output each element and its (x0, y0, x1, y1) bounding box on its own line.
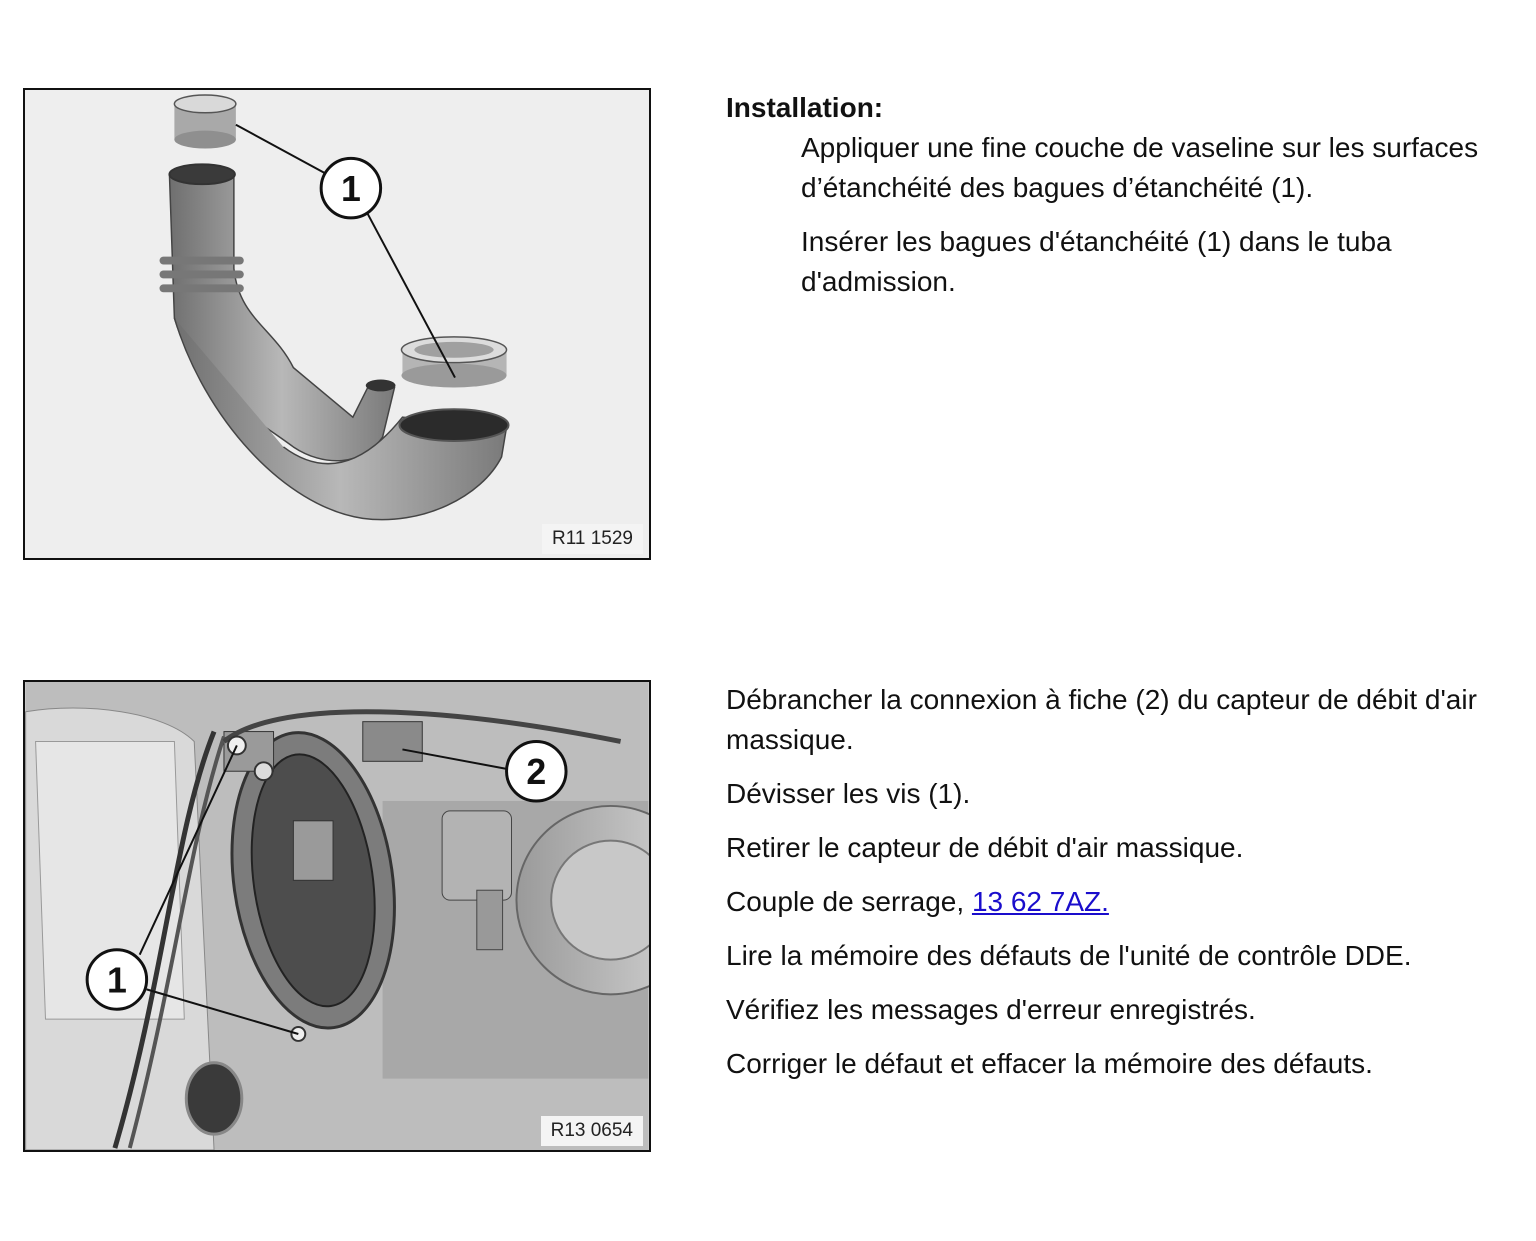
instruction-paragraph: Insérer les bagues d'étanchéité (1) dans le tuba d'admission. (801, 226, 1392, 297)
instruction-step: Retirer le capteur de débit d'air massique. (726, 832, 1244, 863)
instruction-step: Corriger le défaut et effacer la mémoire des défauts. (726, 1048, 1373, 1079)
figure-air-mass-sensor (23, 680, 651, 1152)
removal-section (726, 680, 1526, 1098)
upper-seal-ring (174, 95, 235, 149)
air-mass-sensor-illustration (25, 682, 649, 1150)
callout-1-label: 1 (340, 169, 361, 210)
instruction-step: Vérifiez les messages d'erreur enregistrés. (726, 994, 1256, 1025)
torque-step (726, 882, 1526, 922)
intake-snorkel-illustration (25, 90, 649, 558)
installation-section (726, 88, 1526, 316)
instruction-step: Lire la mémoire des défauts de l'unité de contrôle DDE. (726, 940, 1412, 971)
instruction-paragraph: Appliquer une fine couche de vaseline sur les surfaces d’étanchéité des bagues d’étanchéité (1). (801, 132, 1479, 203)
torque-prefix: Couple de serrage, (726, 886, 972, 917)
callout-2-label: 2 (526, 752, 547, 793)
figure-reference-label: R13 0654 (541, 1116, 643, 1146)
torque-spec-link[interactable]: 13 62 7AZ. (971, 886, 1109, 917)
callout-1-label: 1 (106, 960, 127, 1001)
instruction-step: Dévisser les vis (1). (726, 778, 971, 809)
figure-reference-label: R11 1529 (542, 524, 643, 554)
installation-heading: Installation: (726, 92, 884, 123)
figure-intake-snorkel (23, 88, 651, 560)
instruction-step: Débrancher la connexion à fiche (2) du capteur de débit d'air massique. (726, 684, 1477, 755)
lower-seal-ring (401, 337, 506, 388)
